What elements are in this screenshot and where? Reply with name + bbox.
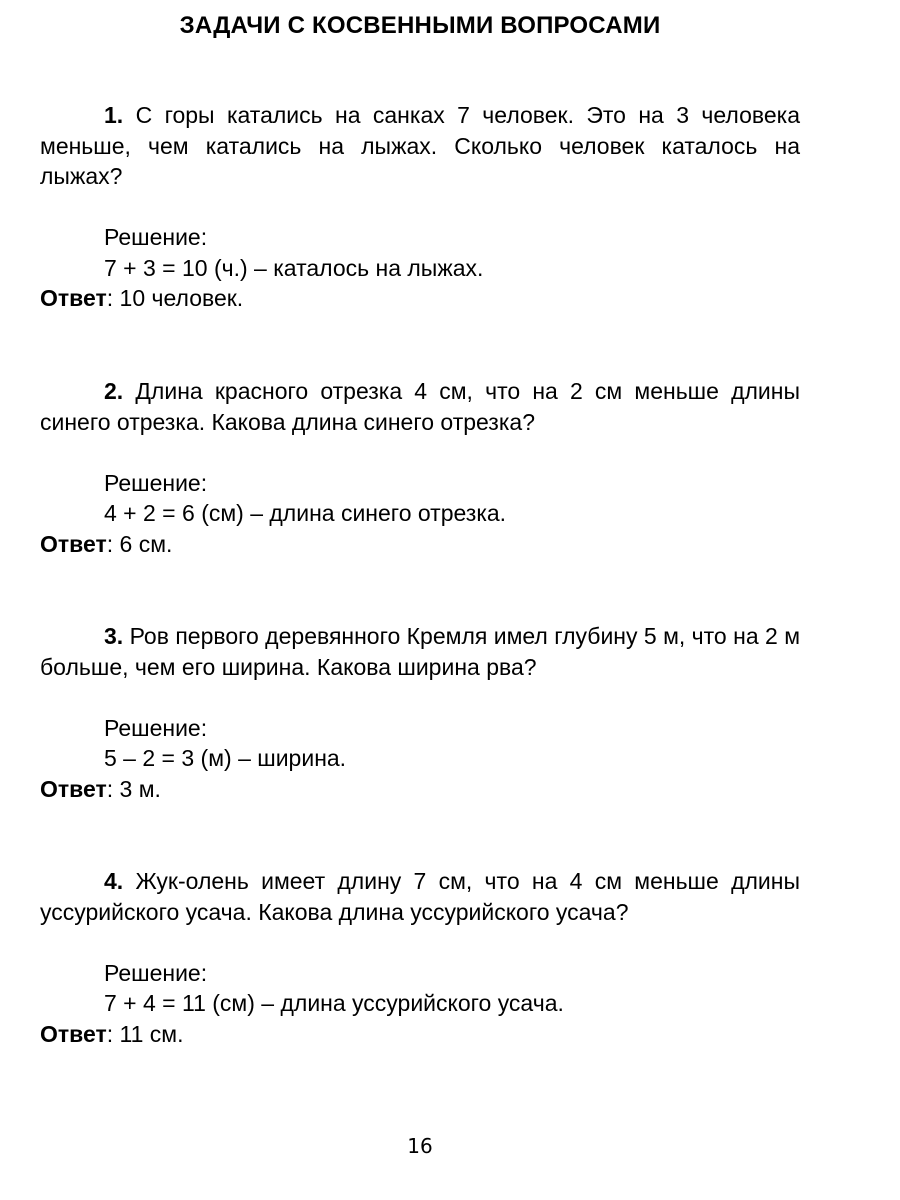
page-title: ЗАДАЧИ С КОСВЕННЫМИ ВОПРОСАМИ (179, 12, 661, 39)
solution-expression: 5 – 2 = 3 (м) – ширина. (104, 745, 347, 771)
problem-statement: С горы катались на санках 7 человек. Это на 3 человека меньше, чем катались на лыжах. Сколько человек каталось на лыжах? (40, 102, 801, 189)
problem-text (40, 621, 800, 682)
problem-number: 1. (104, 102, 124, 128)
problem-4 (40, 866, 800, 1049)
answer (40, 529, 800, 560)
solution-expression: 7 + 4 = 11 (см) – длина уссурийского усача. (104, 990, 564, 1016)
answer-label: Ответ (40, 775, 107, 802)
answer-value: : 3 м. (106, 775, 161, 802)
problem-text (40, 866, 800, 927)
answer (40, 283, 800, 314)
answer-value: : 10 человек. (106, 285, 244, 311)
answer-value: : 11 см. (106, 1020, 184, 1047)
problem-1 (40, 100, 800, 314)
problem-3 (40, 621, 800, 804)
problem-text (40, 376, 800, 437)
page-number: 16 (407, 1134, 433, 1158)
problem-2 (40, 376, 800, 559)
solution-label: Решение: (104, 469, 208, 496)
answer-value: : 6 см. (106, 530, 173, 557)
problem-number: 4. (104, 868, 124, 894)
answer-label: Ответ (40, 1020, 107, 1047)
solution-label: Решение: (104, 714, 208, 741)
answer-label: Ответ (40, 530, 107, 557)
problem-number: 2. (104, 378, 124, 404)
problem-number: 3. (104, 623, 124, 649)
solution-expression: 4 + 2 = 6 (см) – длина синего отрезка. (104, 500, 507, 526)
problem-statement: Длина красного отрезка 4 см, что на 2 см меньше длины синего отрезка. Какова длина синего отрезка? (40, 378, 801, 435)
problem-statement: Ров первого деревянного Кремля имел глубину 5 м, что на 2 м больше, чем его ширина. Какова ширина рва? (40, 623, 801, 680)
answer-label: Ответ (40, 285, 107, 311)
solution-label: Решение: (104, 224, 208, 250)
answer (40, 1019, 800, 1050)
problem-text (40, 100, 800, 192)
solution-expression: 7 + 3 = 10 (ч.) – каталось на лыжах. (104, 254, 484, 281)
answer (40, 774, 800, 805)
problem-statement: Жук-олень имеет длину 7 см, что на 4 см меньше длины уссурийского усача. Какова длина уссурийского усача? (40, 868, 800, 925)
solution-label: Решение: (104, 959, 208, 986)
